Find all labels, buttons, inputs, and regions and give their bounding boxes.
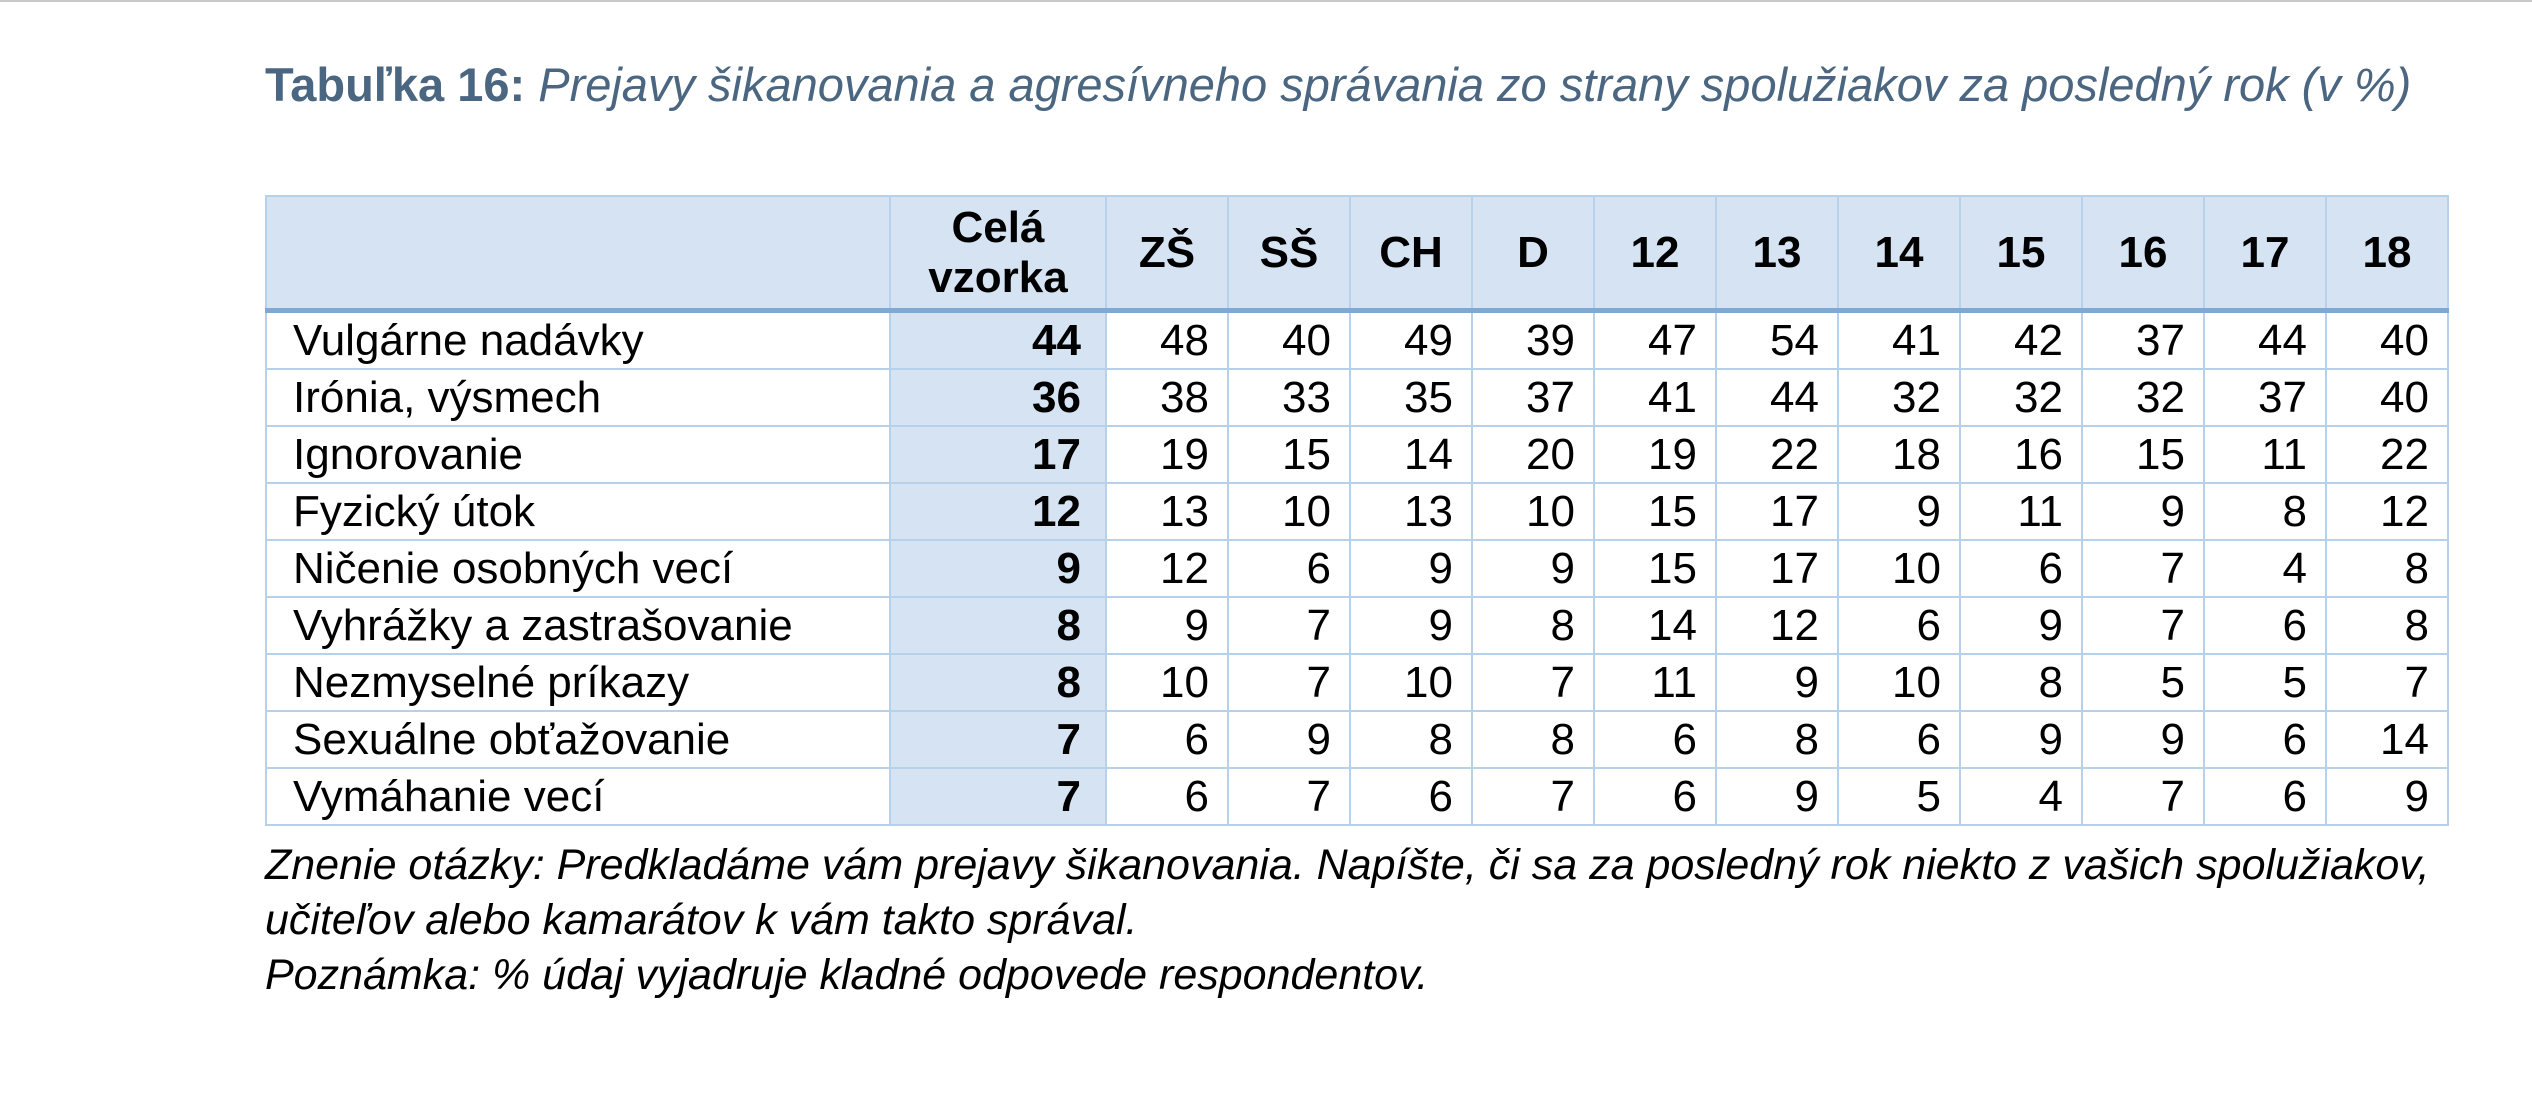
value-cell: 8	[2204, 483, 2326, 540]
row-label: Sexuálne obťažovanie	[266, 711, 890, 768]
value-cell: 39	[1472, 311, 1594, 370]
total-cell: 12	[890, 483, 1106, 540]
value-cell: 22	[2326, 426, 2448, 483]
value-cell: 18	[1838, 426, 1960, 483]
header-cell: ZŠ	[1106, 196, 1228, 311]
value-cell: 9	[1350, 540, 1472, 597]
value-cell: 32	[2082, 369, 2204, 426]
value-cell: 22	[1716, 426, 1838, 483]
table-row	[266, 311, 2448, 370]
value-cell: 8	[2326, 540, 2448, 597]
value-cell: 6	[2204, 597, 2326, 654]
value-cell: 41	[1838, 311, 1960, 370]
value-cell: 10	[1106, 654, 1228, 711]
value-cell: 54	[1716, 311, 1838, 370]
value-cell: 38	[1106, 369, 1228, 426]
header-cell: 17	[2204, 196, 2326, 311]
value-cell: 5	[2204, 654, 2326, 711]
table-body	[266, 311, 2448, 826]
value-cell: 10	[1838, 654, 1960, 711]
value-cell: 17	[1716, 483, 1838, 540]
value-cell: 13	[1106, 483, 1228, 540]
table-row	[266, 597, 2448, 654]
value-cell: 12	[1106, 540, 1228, 597]
value-cell: 11	[1960, 483, 2082, 540]
value-cell: 13	[1350, 483, 1472, 540]
value-cell: 9	[2326, 768, 2448, 825]
value-cell: 37	[2204, 369, 2326, 426]
value-cell: 33	[1228, 369, 1350, 426]
value-cell: 49	[1350, 311, 1472, 370]
top-divider	[0, 0, 2532, 2]
value-cell: 9	[1228, 711, 1350, 768]
value-cell: 8	[1960, 654, 2082, 711]
total-cell: 36	[890, 369, 1106, 426]
value-cell: 44	[2204, 311, 2326, 370]
table-row	[266, 540, 2448, 597]
value-cell: 19	[1594, 426, 1716, 483]
table-notes	[265, 838, 2455, 1003]
value-cell: 9	[2082, 711, 2204, 768]
value-cell: 9	[1838, 483, 1960, 540]
table-row	[266, 711, 2448, 768]
row-label: Fyzický útok	[266, 483, 890, 540]
value-cell: 6	[1350, 768, 1472, 825]
value-cell: 14	[1594, 597, 1716, 654]
value-cell: 7	[1472, 768, 1594, 825]
total-cell: 7	[890, 768, 1106, 825]
value-cell: 32	[1838, 369, 1960, 426]
value-cell: 37	[2082, 311, 2204, 370]
value-cell: 9	[1960, 711, 2082, 768]
value-cell: 47	[1594, 311, 1716, 370]
value-cell: 12	[2326, 483, 2448, 540]
value-cell: 9	[1716, 654, 1838, 711]
data-table	[265, 195, 2449, 826]
value-cell: 9	[1960, 597, 2082, 654]
value-cell: 44	[1716, 369, 1838, 426]
value-cell: 8	[2326, 597, 2448, 654]
value-cell: 40	[2326, 311, 2448, 370]
header-cell: 18	[2326, 196, 2448, 311]
value-cell: 6	[2204, 768, 2326, 825]
value-cell: 35	[1350, 369, 1472, 426]
value-cell: 16	[1960, 426, 2082, 483]
value-cell: 7	[2326, 654, 2448, 711]
question-note: Znenie otázky: Predkladáme vám prejavy šikanovania. Napíšte, či sa za posledný rok niekto z vašich spolužiakov, učiteľov alebo kamarátov k vám takto správal.	[265, 841, 2430, 944]
value-cell: 7	[2082, 540, 2204, 597]
value-cell: 15	[1594, 540, 1716, 597]
header-cell: CH	[1350, 196, 1472, 311]
remark-note: Poznámka: % údaj vyjadruje kladné odpovede respondentov.	[265, 951, 1429, 999]
table-row	[266, 426, 2448, 483]
total-cell: 17	[890, 426, 1106, 483]
header-row	[266, 196, 2448, 311]
value-cell: 11	[2204, 426, 2326, 483]
value-cell: 10	[1838, 540, 1960, 597]
row-label: Nezmyselné príkazy	[266, 654, 890, 711]
row-label: Vulgárne nadávky	[266, 311, 890, 370]
row-label: Irónia, výsmech	[266, 369, 890, 426]
value-cell: 7	[1228, 768, 1350, 825]
value-cell: 6	[1838, 711, 1960, 768]
value-cell: 40	[2326, 369, 2448, 426]
value-cell: 10	[1472, 483, 1594, 540]
value-cell: 7	[1228, 597, 1350, 654]
value-cell: 9	[1472, 540, 1594, 597]
value-cell: 19	[1106, 426, 1228, 483]
caption-lead: Tabuľka 16:	[265, 58, 526, 111]
value-cell: 9	[1716, 768, 1838, 825]
caption-text: Prejavy šikanovania a agresívneho správania zo strany spolužiakov za posledný rok (v %)	[538, 58, 2412, 111]
value-cell: 6	[1838, 597, 1960, 654]
value-cell: 12	[1716, 597, 1838, 654]
value-cell: 20	[1472, 426, 1594, 483]
table-row	[266, 768, 2448, 825]
value-cell: 4	[2204, 540, 2326, 597]
value-cell: 14	[2326, 711, 2448, 768]
row-label: Ignorovanie	[266, 426, 890, 483]
table-row	[266, 369, 2448, 426]
header-cell: SŠ	[1228, 196, 1350, 311]
value-cell: 15	[2082, 426, 2204, 483]
value-cell: 6	[1960, 540, 2082, 597]
value-cell: 42	[1960, 311, 2082, 370]
value-cell: 7	[1228, 654, 1350, 711]
value-cell: 6	[1106, 768, 1228, 825]
header-cell: 14	[1838, 196, 1960, 311]
table-caption	[265, 50, 2415, 120]
value-cell: 15	[1594, 483, 1716, 540]
value-cell: 4	[1960, 768, 2082, 825]
value-cell: 6	[1106, 711, 1228, 768]
value-cell: 6	[1594, 768, 1716, 825]
value-cell: 9	[1106, 597, 1228, 654]
value-cell: 5	[1838, 768, 1960, 825]
value-cell: 11	[1594, 654, 1716, 711]
value-cell: 14	[1350, 426, 1472, 483]
value-cell: 37	[1472, 369, 1594, 426]
value-cell: 9	[2082, 483, 2204, 540]
header-cell: 13	[1716, 196, 1838, 311]
row-label: Vymáhanie vecí	[266, 768, 890, 825]
value-cell: 8	[1472, 711, 1594, 768]
total-cell: 44	[890, 311, 1106, 370]
header-cell-blank	[266, 196, 890, 311]
value-cell: 8	[1472, 597, 1594, 654]
value-cell: 7	[2082, 597, 2204, 654]
value-cell: 7	[2082, 768, 2204, 825]
header-cell: 15	[1960, 196, 2082, 311]
value-cell: 15	[1228, 426, 1350, 483]
header-cell: 12	[1594, 196, 1716, 311]
row-label: Ničenie osobných vecí	[266, 540, 890, 597]
value-cell: 6	[2204, 711, 2326, 768]
value-cell: 5	[2082, 654, 2204, 711]
value-cell: 7	[1472, 654, 1594, 711]
total-cell: 7	[890, 711, 1106, 768]
header-cell-total: Celá vzorka	[890, 196, 1106, 311]
value-cell: 17	[1716, 540, 1838, 597]
value-cell: 10	[1228, 483, 1350, 540]
value-cell: 6	[1228, 540, 1350, 597]
header-cell: D	[1472, 196, 1594, 311]
value-cell: 8	[1716, 711, 1838, 768]
value-cell: 9	[1350, 597, 1472, 654]
total-cell: 9	[890, 540, 1106, 597]
value-cell: 41	[1594, 369, 1716, 426]
value-cell: 6	[1594, 711, 1716, 768]
row-label: Vyhrážky a zastrašovanie	[266, 597, 890, 654]
value-cell: 32	[1960, 369, 2082, 426]
total-cell: 8	[890, 654, 1106, 711]
table-row	[266, 654, 2448, 711]
value-cell: 8	[1350, 711, 1472, 768]
value-cell: 48	[1106, 311, 1228, 370]
table-row	[266, 483, 2448, 540]
value-cell: 10	[1350, 654, 1472, 711]
total-cell: 8	[890, 597, 1106, 654]
header-cell: 16	[2082, 196, 2204, 311]
value-cell: 40	[1228, 311, 1350, 370]
